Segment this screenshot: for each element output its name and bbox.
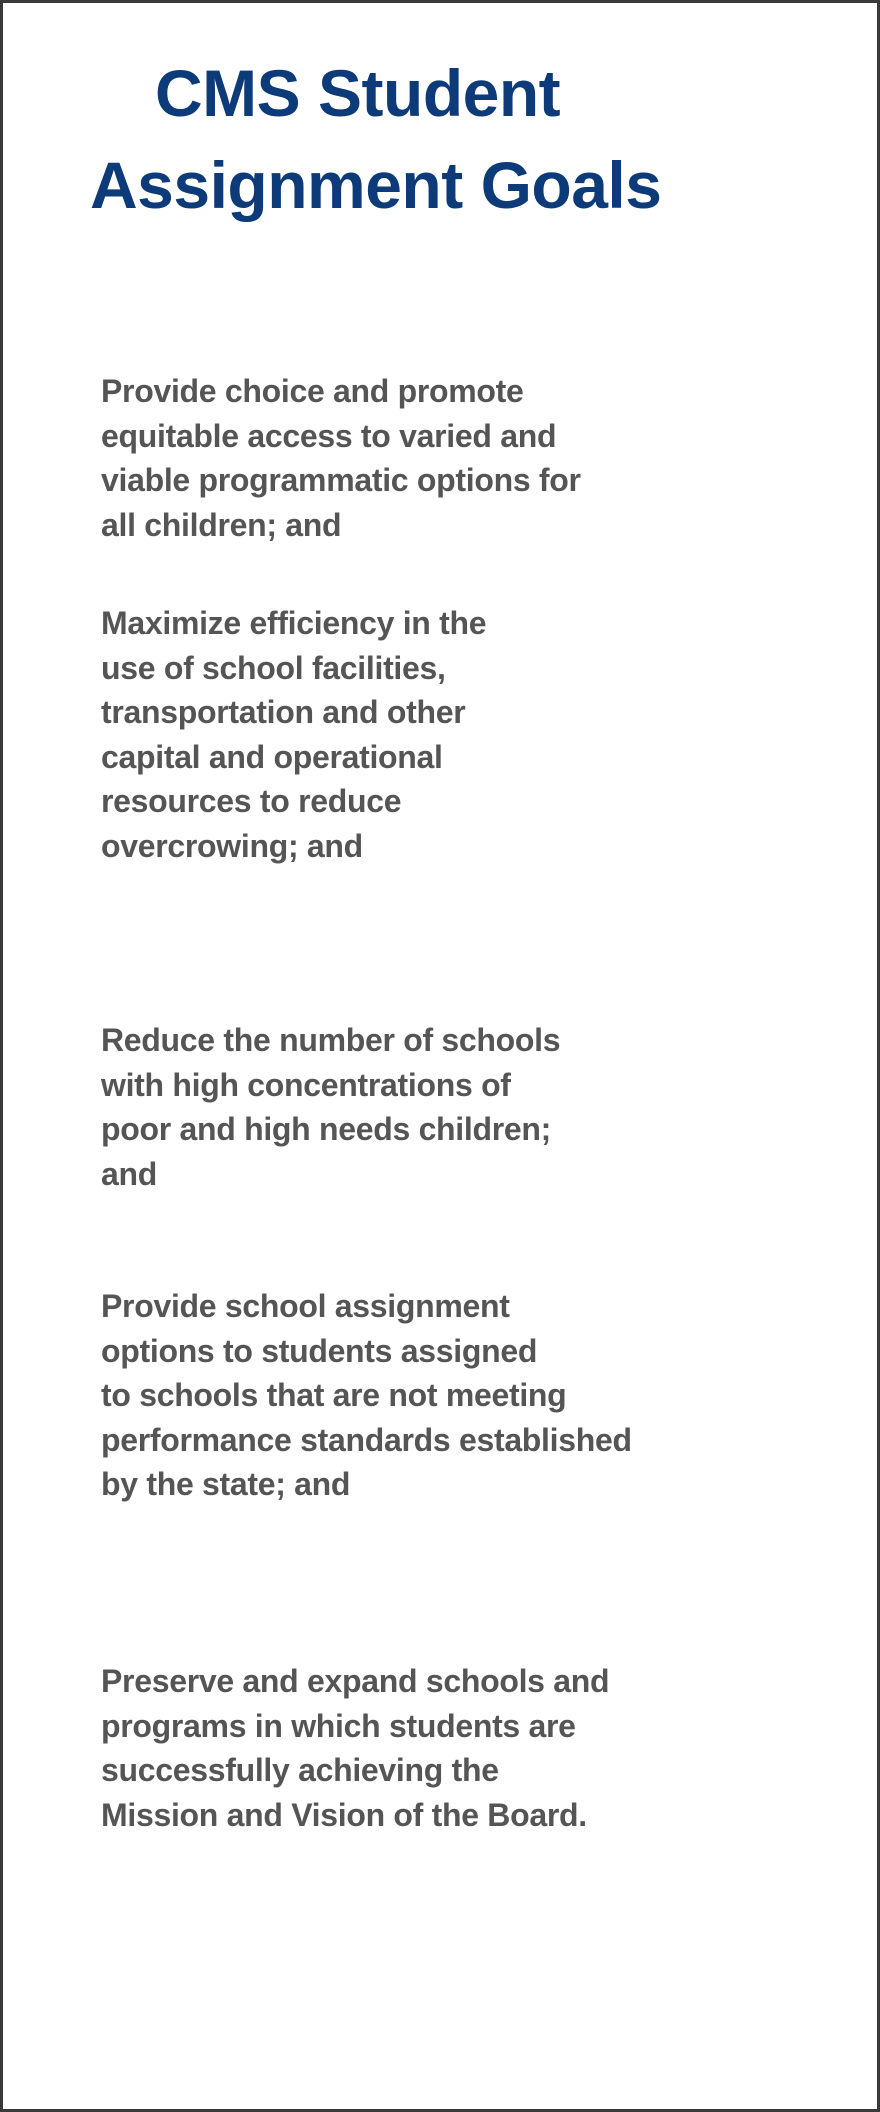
goal-line: use of school facilities, [101,649,446,686]
goal-line: Preserve and expand schools and [101,1663,610,1699]
goal-paragraph [101,1284,632,1507]
goal-paragraph [101,1018,560,1196]
goal-line: to schools that are not meeting [101,1377,567,1413]
goal-line: viable programmatic options for [101,462,581,498]
goal-paragraph [101,1659,609,1837]
goal-line: Provide choice and promote [101,373,524,409]
goal-line: performance standards established [101,1421,632,1458]
goal-line: successfully achieving the [101,1752,499,1788]
goal-line: Mission and Vision of the Board. [101,1796,587,1833]
goal-line: and [101,1155,157,1192]
goal-paragraph [101,601,486,868]
goal-line: Reduce the number of schools [101,1022,561,1058]
goal-line: capital and operational [101,738,443,775]
goal-line: resources to reduce [101,783,402,819]
goal-line: Provide school assignment [101,1288,510,1324]
goal-line: Maximize efficiency in the [101,605,487,641]
goal-line: equitable access to varied and [101,417,557,454]
goal-line: options to students assigned [101,1332,538,1369]
title-line-1: CMS Student [155,56,561,130]
goal-line: all children; and [101,506,342,543]
goal-line: transportation and other [101,694,466,730]
goal-paragraph [101,369,581,547]
title-line-2: Assignment Goals [90,148,662,222]
goal-line: poor and high needs children; [101,1111,551,1147]
goal-line: by the state; and [101,1466,351,1502]
goal-line: overcrowing; and [101,827,363,864]
goal-line: with high concentrations of [101,1066,511,1103]
goal-line: programs in which students are [101,1707,576,1744]
